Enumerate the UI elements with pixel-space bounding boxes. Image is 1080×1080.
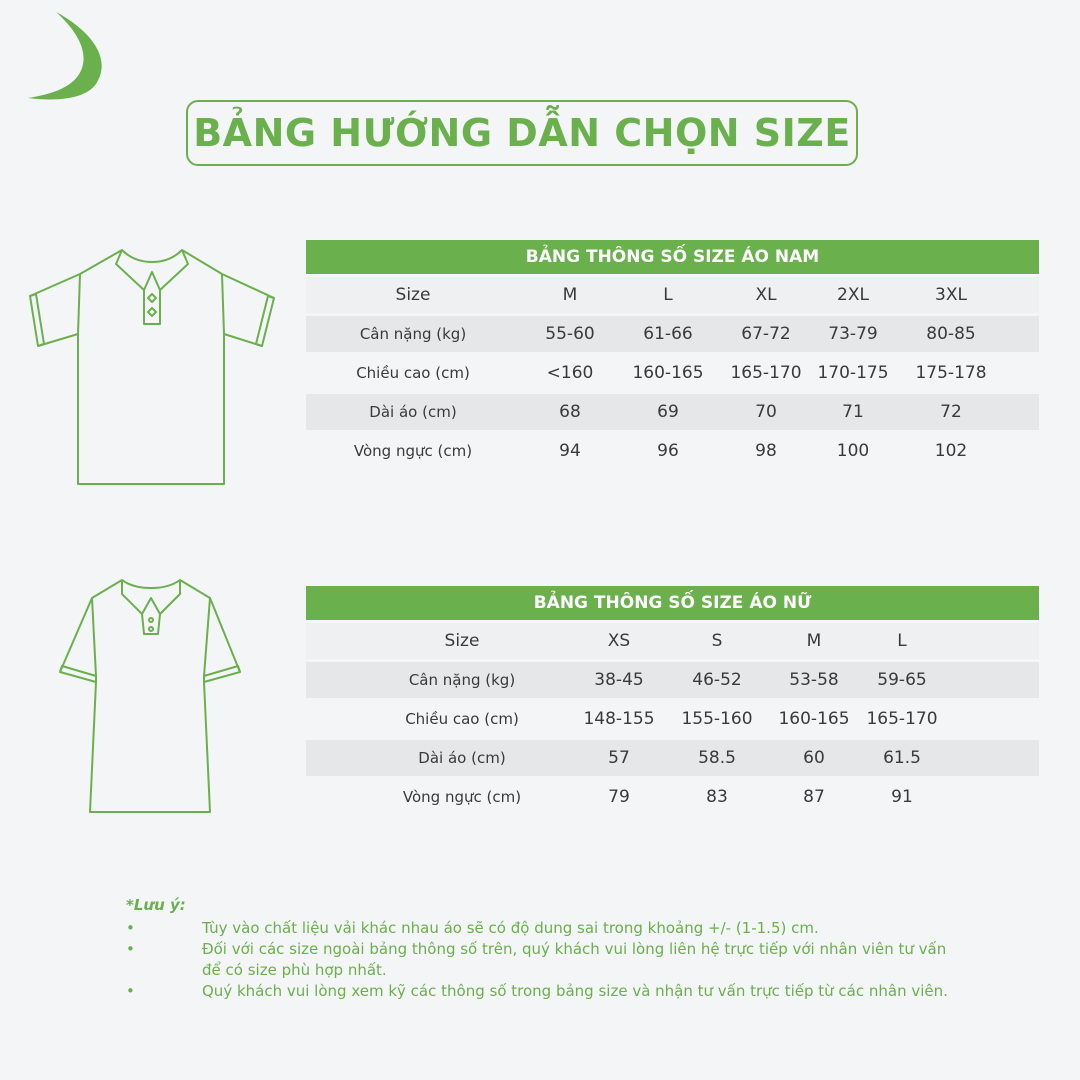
table-row [306,779,1039,815]
men-size-table [306,240,1039,469]
women-size-table [306,586,1039,815]
table-cell: 61.5 [883,748,921,768]
table-cell: 170-175 [817,363,889,383]
women-polo-shirt-icon [56,576,246,816]
table-cell: 3XL [935,285,967,305]
page-title: BẢNG HƯỚNG DẪN CHỌN SIZE [193,111,851,155]
table-cell: <160 [546,363,594,383]
table-row [306,701,1039,737]
table-cell: 79 [608,787,630,807]
row-label: Cân nặng (kg) [408,671,516,689]
bullet: • [126,982,135,1000]
table-row [306,355,1039,391]
table-row [306,662,1039,698]
row-label: Vòng ngực (cm) [353,442,473,460]
table-row [306,740,1039,776]
note-item [126,981,1006,1002]
table-cell: M [562,285,578,305]
table-cell: 148-155 [583,709,655,729]
table-cell: 61-66 [643,324,693,344]
table-row [306,394,1039,430]
table-cell: 91 [891,787,913,807]
table-cell: 38-45 [594,670,644,690]
table-cell: XL [755,285,777,305]
table-cell: 96 [657,441,679,461]
table-cell: 71 [842,402,864,422]
brand-logo [24,10,108,104]
table-cell: 73-79 [828,324,878,344]
table-cell: 68 [559,402,581,422]
row-label: Dài áo (cm) [369,403,457,421]
note-text [202,918,1006,939]
table-cell: 165-170 [730,363,802,383]
table-cell: 94 [559,441,581,461]
table-cell: M [806,631,822,651]
table-cell: 53-58 [789,670,839,690]
note-text [202,981,1006,1002]
bullet: • [126,940,135,958]
table-cell: 2XL [837,285,869,305]
table-cell: 102 [934,441,968,461]
note-line: Tùy vào chất liệu vải khác nhau áo sẽ có độ dung sai trong khoảng +/- (1-1.5) cm. [202,919,819,937]
table-cell: 55-60 [545,324,595,344]
row-label: Size [395,285,431,305]
table-cell: 155-160 [681,709,753,729]
notes-section [126,895,1006,1002]
table-cell: XS [607,631,631,651]
row-label: Size [444,631,480,651]
table-cell: 160-165 [778,709,850,729]
row-label: Dài áo (cm) [418,749,506,767]
table-cell: 59-65 [877,670,927,690]
size-header-row [306,623,1039,659]
row-label: Cân nặng (kg) [359,325,467,343]
bullet: • [126,919,135,937]
page-title-box [186,100,858,166]
note-line: Quý khách vui lòng xem kỹ các thông số trong bảng size và nhận tư vấn trực tiếp từ các nhân viên. [202,982,948,1000]
notes-title: *Lưu ý: [126,896,186,914]
row-label: Vòng ngực (cm) [402,788,522,806]
table-cell: 80-85 [926,324,976,344]
table-row [306,316,1039,352]
size-header-row [306,277,1039,313]
note-line: Đối với các size ngoài bảng thông số trên, quý khách vui lòng liên hệ trực tiếp với nhân viên tư vấn [202,940,947,958]
table-cell: 60 [803,748,825,768]
row-label: Chiều cao (cm) [405,710,519,728]
note-item [126,918,1006,939]
table-cell: 58.5 [698,748,736,768]
table-cell: 83 [706,787,728,807]
table-cell: 87 [803,787,825,807]
table-cell: 69 [657,402,679,422]
table-cell: 57 [608,748,630,768]
table-cell: 160-165 [632,363,704,383]
women-table-title: BẢNG THÔNG SỐ SIZE ÁO NỮ [306,586,1039,620]
table-cell: 46-52 [692,670,742,690]
note-item [126,939,1006,981]
table-cell: 70 [755,402,777,422]
table-cell: L [663,285,673,305]
table-cell: S [711,631,723,651]
table-cell: 98 [755,441,777,461]
table-cell: L [897,631,907,651]
table-cell: 72 [940,402,962,422]
table-cell: 100 [836,441,870,461]
table-cell: 175-178 [915,363,987,383]
note-text [202,939,1006,981]
table-row [306,433,1039,469]
men-polo-shirt-icon [24,246,280,490]
table-cell: 67-72 [741,324,791,344]
men-table-title: BẢNG THÔNG SỐ SIZE ÁO NAM [306,240,1039,274]
row-label: Chiều cao (cm) [356,364,470,382]
table-cell: 165-170 [866,709,938,729]
note-line: để có size phù hợp nhất. [202,961,387,979]
